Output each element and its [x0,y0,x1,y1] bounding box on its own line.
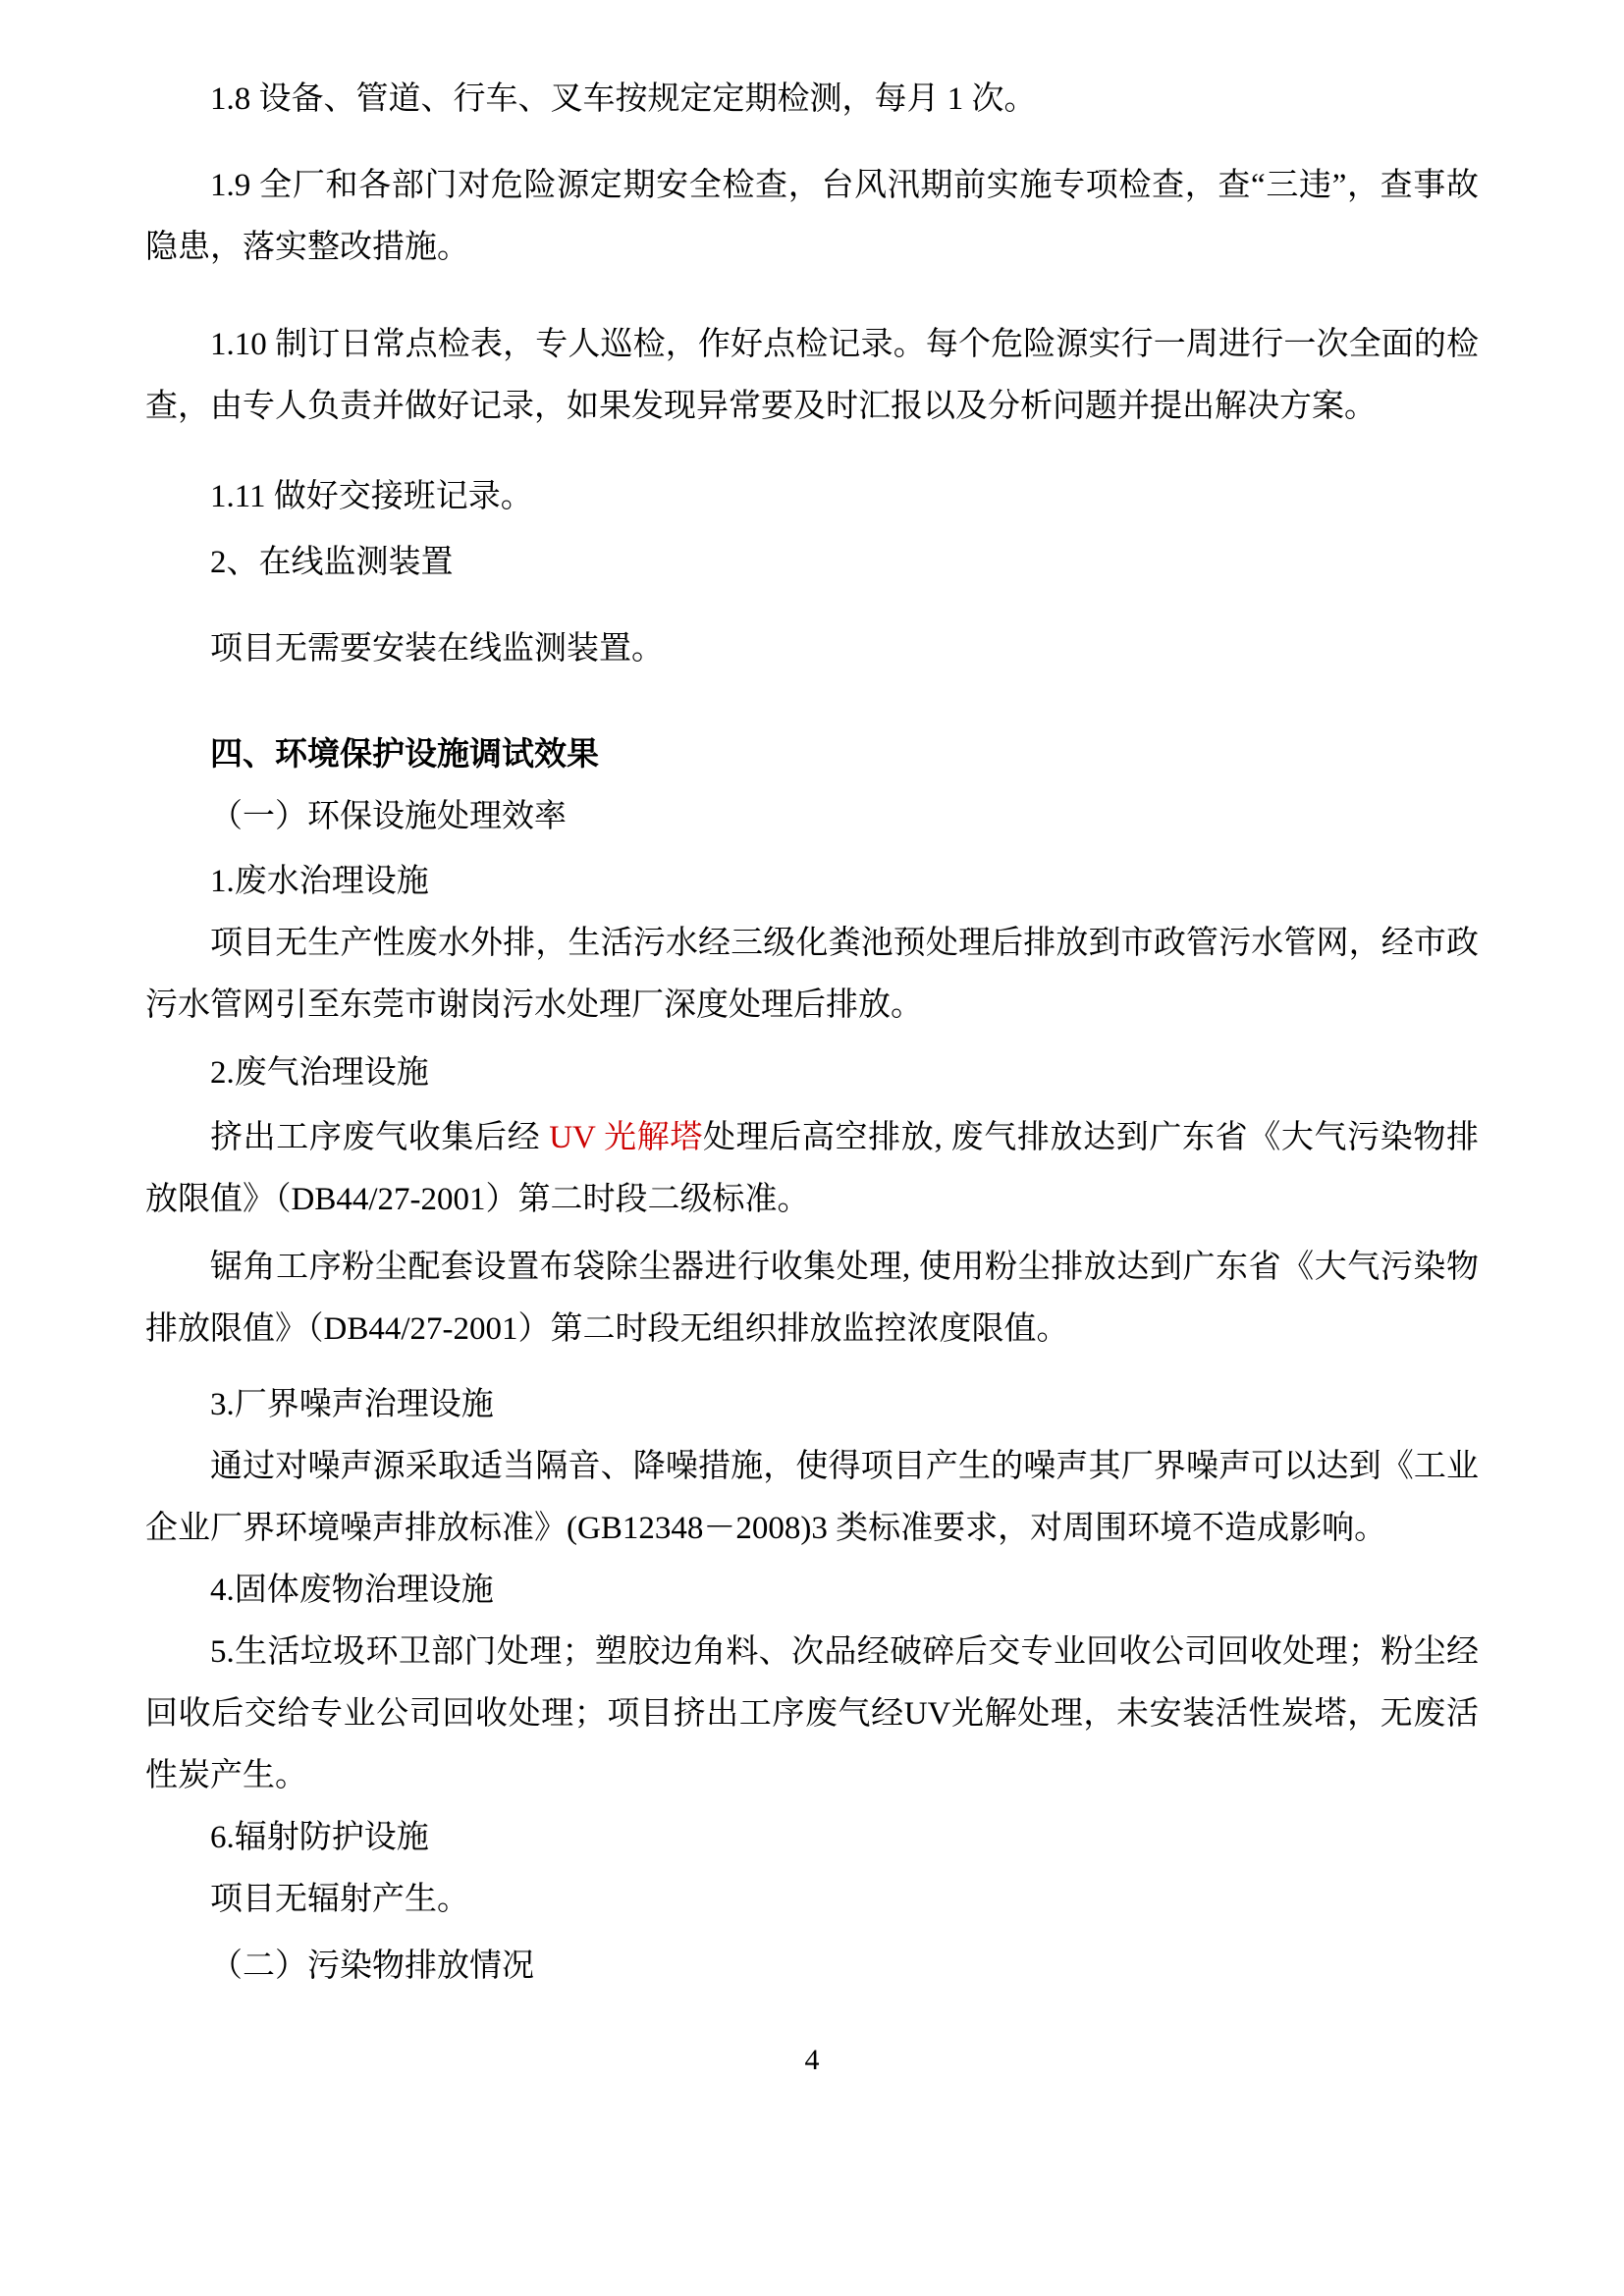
wastegas-text-before: 挤出工序废气收集后经 [210,1120,550,1155]
document-body [145,69,1479,1998]
uv-tower-highlight: UV 光解塔 [549,1120,704,1155]
wastegas-text-after: 处理后高空排放, 废气排放达到广东省《大气污染物排放限值》（DB44/27-2001）第二时段二级标准。 [145,1120,1480,1217]
solidwaste-facility-title: 4.固体废物治理设施 [210,1573,494,1608]
section-four-heading: 四、环境保护设施调试效果 [210,737,599,773]
online-monitoring-text: 项目无需要安装在线监测装置。 [210,631,664,667]
noise-facility-title: 3.厂界噪声治理设施 [210,1387,494,1422]
wastewater-facility-title: 1.废水治理设施 [210,864,429,899]
subsection-one-heading: （一）环保设施处理效率 [210,799,567,834]
radiation-facility-text: 项目无辐射产生。 [210,1882,469,1917]
page-number: 4 [804,2044,820,2076]
subsection-two-heading: （二）污染物排放情况 [210,1949,534,1984]
safety-item-1-8: 1.8 设备、管道、行车、叉车按规定定期检测，每月 1 次。 [210,81,1037,117]
wastegas-facility-text [145,1107,1479,1231]
solidwaste-facility-text: 5.生活垃圾环卫部门处理；塑胶边角料、次品经破碎后交专业回收公司回收处理；粉尘经回收后交给专业公司回收处理；项目挤出工序废气经UV光解处理，未安装活性炭塔，无废活性炭产生。 [145,1634,1479,1793]
radiation-facility-title: 6.辐射防护设施 [210,1820,429,1855]
safety-item-1-11: 1.11 做好交接班记录。 [210,479,533,514]
dust-treatment-text: 锯角工序粉尘配套设置布袋除尘器进行收集处理, 使用粉尘排放达到广东省《大气污染物排放限值》（DB44/27-2001）第二时段无组织排放监控浓度限值。 [145,1250,1479,1347]
safety-item-1-9: 1.9 全厂和各部门对危险源定期安全检查，台风汛期前实施专项检查，查“三违”，查事故隐患，落实整改措施。 [145,168,1479,265]
noise-facility-text: 通过对噪声源采取适当隔音、降噪措施，使得项目产生的噪声其厂界噪声可以达到《工业企业厂界环境噪声排放标准》(GB12348－2008)3 类标准要求，对周围环境不造成影响。 [145,1449,1479,1546]
online-monitoring-title: 2、在线监测装置 [210,545,454,580]
wastegas-facility-title: 2.废气治理设施 [210,1055,429,1091]
wastewater-facility-text: 项目无生产性废水外排，生活污水经三级化粪池预处理后排放到市政管污水管网，经市政污水管网引至东莞市谢岗污水处理厂深度处理后排放。 [145,926,1479,1023]
safety-item-1-10: 1.10 制订日常点检表，专人巡检，作好点检记录。每个危险源实行一周进行一次全面的检查，由专人负责并做好记录，如果发现异常要及时汇报以及分析问题并提出解决方案。 [145,327,1479,424]
